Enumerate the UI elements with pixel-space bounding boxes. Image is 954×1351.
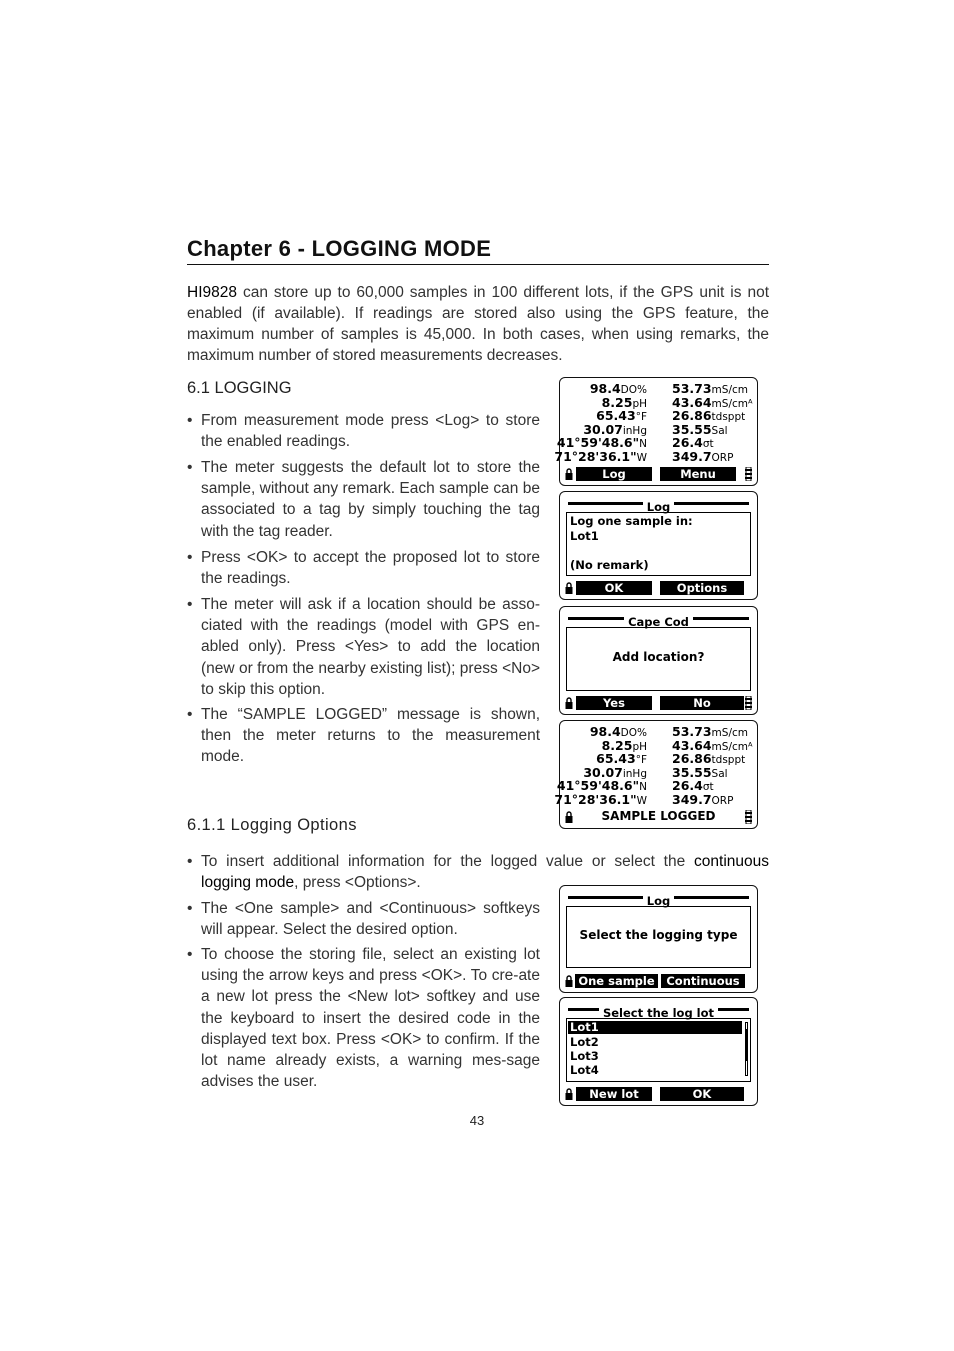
reading-unit: mS/cm <box>711 727 748 739</box>
measure-row <box>554 449 757 464</box>
remark-line: (No remark) <box>570 557 649 572</box>
reading-right <box>672 793 733 808</box>
reading-value: 41°59'48.6" <box>556 435 640 451</box>
softkey-bar <box>565 467 752 481</box>
lcd-measure-screen <box>554 377 758 486</box>
reading-left <box>554 450 647 465</box>
reading-unit: °F <box>635 411 647 424</box>
reading-unit: mS/cmᴬ <box>711 740 753 753</box>
softkey-new-lot[interactable]: New lot <box>576 1087 652 1101</box>
page-number: 43 <box>469 1113 485 1128</box>
scrollbar-thumb[interactable] <box>746 1029 747 1061</box>
measure-row <box>556 435 757 451</box>
lock-icon <box>565 582 573 594</box>
reading-unit: W <box>636 452 647 464</box>
measure-row <box>556 778 757 794</box>
lot-item[interactable]: Lot4 <box>570 1063 599 1077</box>
battery-icon <box>745 467 752 481</box>
reading-unit: DO% <box>620 727 647 739</box>
softkey-bar <box>565 581 752 595</box>
reading-unit: Sal <box>711 767 728 780</box>
reading-value: 43.64 <box>672 394 712 410</box>
reading-unit: N <box>639 438 647 451</box>
bullet-item: • To choose the storing file, select an existing lot using the arrow keys and press <OK>. To cre-ate a new lot press the <New lot> softkey and use the keyboard to insert the desired code in the displayed text box. Press <OK> to confirm. If the lot name already exists, a warning mes-sage advises the user. <box>187 946 540 1091</box>
softkey-bar <box>565 696 752 710</box>
measure-row <box>554 792 757 807</box>
softkey-one-sample[interactable]: One sample <box>575 974 658 988</box>
reading-unit: mS/cm <box>711 384 748 396</box>
softkey-options[interactable]: Options <box>660 581 744 595</box>
reading-unit: °F <box>635 754 647 767</box>
reading-value: 30.07 <box>583 764 623 780</box>
lot-item[interactable]: Lot3 <box>570 1049 599 1063</box>
reading-value: 98.4 <box>589 381 621 396</box>
reading-value: 53.73 <box>672 724 712 739</box>
reading-left <box>554 793 647 808</box>
softkey-menu[interactable]: Menu <box>660 467 736 481</box>
softkey-ok[interactable]: OK <box>576 581 652 595</box>
reading-unit: tdsppt <box>711 411 746 424</box>
measure-row <box>560 382 757 395</box>
softkey-continuous[interactable]: Continuous <box>661 974 745 988</box>
reading-unit: tdsppt <box>711 754 746 767</box>
bullet-item: • The “SAMPLE LOGGED” message is shown, then the meter returns to the measurement mode. <box>187 706 540 766</box>
bullet-item: • From measurement mode press <Log> to store the enabled readings. <box>187 412 540 451</box>
status-message: SAMPLE LOGGED <box>601 809 716 823</box>
reading-unit: σt <box>702 438 714 451</box>
lot-name: Lot1 <box>570 528 599 543</box>
reading-value: 30.07 <box>583 421 623 437</box>
lock-icon <box>565 697 573 709</box>
measure-row <box>560 725 757 738</box>
reading-value: 71°28'36.1" <box>554 449 637 464</box>
reading-unit: ORP <box>711 795 734 807</box>
reading-unit: mS/cmᴬ <box>711 397 753 410</box>
lcd-location-screen <box>559 606 758 715</box>
dialog-title: Log <box>568 496 749 510</box>
reading-value: 349.7 <box>672 449 712 464</box>
intro-paragraph <box>187 282 769 366</box>
reading-value: 349.7 <box>672 792 712 807</box>
reading-unit: pH <box>632 397 647 410</box>
dialog-title: Select the log lot <box>568 1002 749 1016</box>
reading-unit: inHg <box>622 767 647 780</box>
battery-icon <box>745 696 752 710</box>
dialog-title: Log <box>568 890 749 904</box>
lcd-sample-logged-screen <box>554 720 758 829</box>
lock-icon <box>565 975 573 987</box>
reading-value: 35.55 <box>672 421 712 437</box>
section-heading-6-1: 6.1 LOGGING <box>187 379 292 397</box>
reading-value: 71°28'36.1" <box>554 792 637 807</box>
emphasis-text: continuous logging mode <box>201 853 769 892</box>
softkey-log[interactable]: Log <box>576 467 652 481</box>
reading-unit: pH <box>632 740 647 753</box>
dialog-message: Select the logging type <box>579 928 738 942</box>
lot-item-selected[interactable]: Lot1 <box>568 1021 742 1034</box>
reading-value: 26.86 <box>672 751 712 767</box>
model-name: HI9828 <box>187 284 237 301</box>
intro-text: can store up to 60,000 samples in 100 different lots, if the GPS unit is not enabled (if available). If readings are stored also using the GPS feature, the maximum number of samples is 45,000. In both cases, when using remarks, the maximum number of stored measurements decreases. <box>187 284 769 364</box>
reading-value: 35.55 <box>672 764 712 780</box>
scrollbar[interactable] <box>745 1022 748 1076</box>
lot-item[interactable]: Lot2 <box>570 1035 599 1049</box>
measure-row <box>560 423 757 436</box>
measure-row <box>560 766 757 779</box>
softkey-ok[interactable]: OK <box>660 1087 744 1101</box>
bullet-item: • To insert additional information for the logged value or select the continuous logging mode, press <Options>. <box>187 853 769 892</box>
bullet-item: • Press <OK> to accept the proposed lot to store the readings. <box>187 549 540 588</box>
reading-value: 65.43 <box>596 751 636 767</box>
reading-unit: inHg <box>622 424 647 437</box>
reading-right <box>672 450 733 465</box>
lot-list <box>566 1018 751 1082</box>
dialog-box <box>566 627 751 691</box>
reading-unit: Sal <box>711 424 728 437</box>
reading-unit: DO% <box>620 384 647 396</box>
measure-row <box>560 752 757 765</box>
measure-row <box>560 396 757 409</box>
dialog-box <box>566 906 751 968</box>
measure-row <box>560 409 757 422</box>
lock-icon <box>565 1088 573 1100</box>
bullet-item: • The meter suggests the default lot to store the sample, without any remark. Each sample can be associated to a tag by simply touching the tag with the tag reader. <box>187 459 540 540</box>
bullet-item: • The <One sample> and <Continuous> softkeys will appear. Select the desired option. <box>187 900 540 939</box>
reading-value: 53.73 <box>672 381 712 396</box>
lcd-lot-screen <box>559 997 758 1106</box>
reading-value: 8.25 <box>601 394 633 410</box>
softkey-bar <box>565 1087 752 1101</box>
dialog-title: Cape Cod <box>568 611 749 625</box>
section-heading-6-1-1: 6.1.1 Logging Options <box>187 816 357 834</box>
reading-unit: ORP <box>711 452 734 464</box>
blank-line <box>570 543 747 558</box>
bullet-item: • The meter will ask if a location should be asso-ciated with the readings (model with GPS en-abled only). Press <Yes> to add the location (new or from the nearby existing list); press <No> to skip this option. <box>187 596 540 698</box>
reading-unit: W <box>636 795 647 807</box>
softkey-bar <box>565 974 752 988</box>
chapter-title: Chapter 6 - LOGGING MODE <box>187 236 769 265</box>
reading-value: 26.86 <box>672 408 712 424</box>
reading-value: 8.25 <box>601 737 633 753</box>
reading-value: 26.4 <box>672 778 703 794</box>
reading-value: 43.64 <box>672 737 712 753</box>
reading-value: 65.43 <box>596 408 636 424</box>
softkey-no[interactable]: No <box>660 696 744 710</box>
lock-icon <box>565 468 573 480</box>
softkey-yes[interactable]: Yes <box>576 696 652 710</box>
battery-icon <box>745 810 752 824</box>
dialog-box <box>566 512 751 576</box>
log-line: Log one sample in: <box>570 514 693 528</box>
lcd-logtype-screen <box>559 885 758 993</box>
lcd-log-screen <box>559 491 758 600</box>
reading-value: 41°59'48.6" <box>556 778 640 794</box>
reading-unit: N <box>639 781 647 794</box>
reading-unit: σt <box>702 781 714 794</box>
reading-value: 98.4 <box>589 724 621 739</box>
reading-value: 26.4 <box>672 435 703 451</box>
measure-row <box>560 739 757 752</box>
dialog-message: Add location? <box>612 650 705 664</box>
